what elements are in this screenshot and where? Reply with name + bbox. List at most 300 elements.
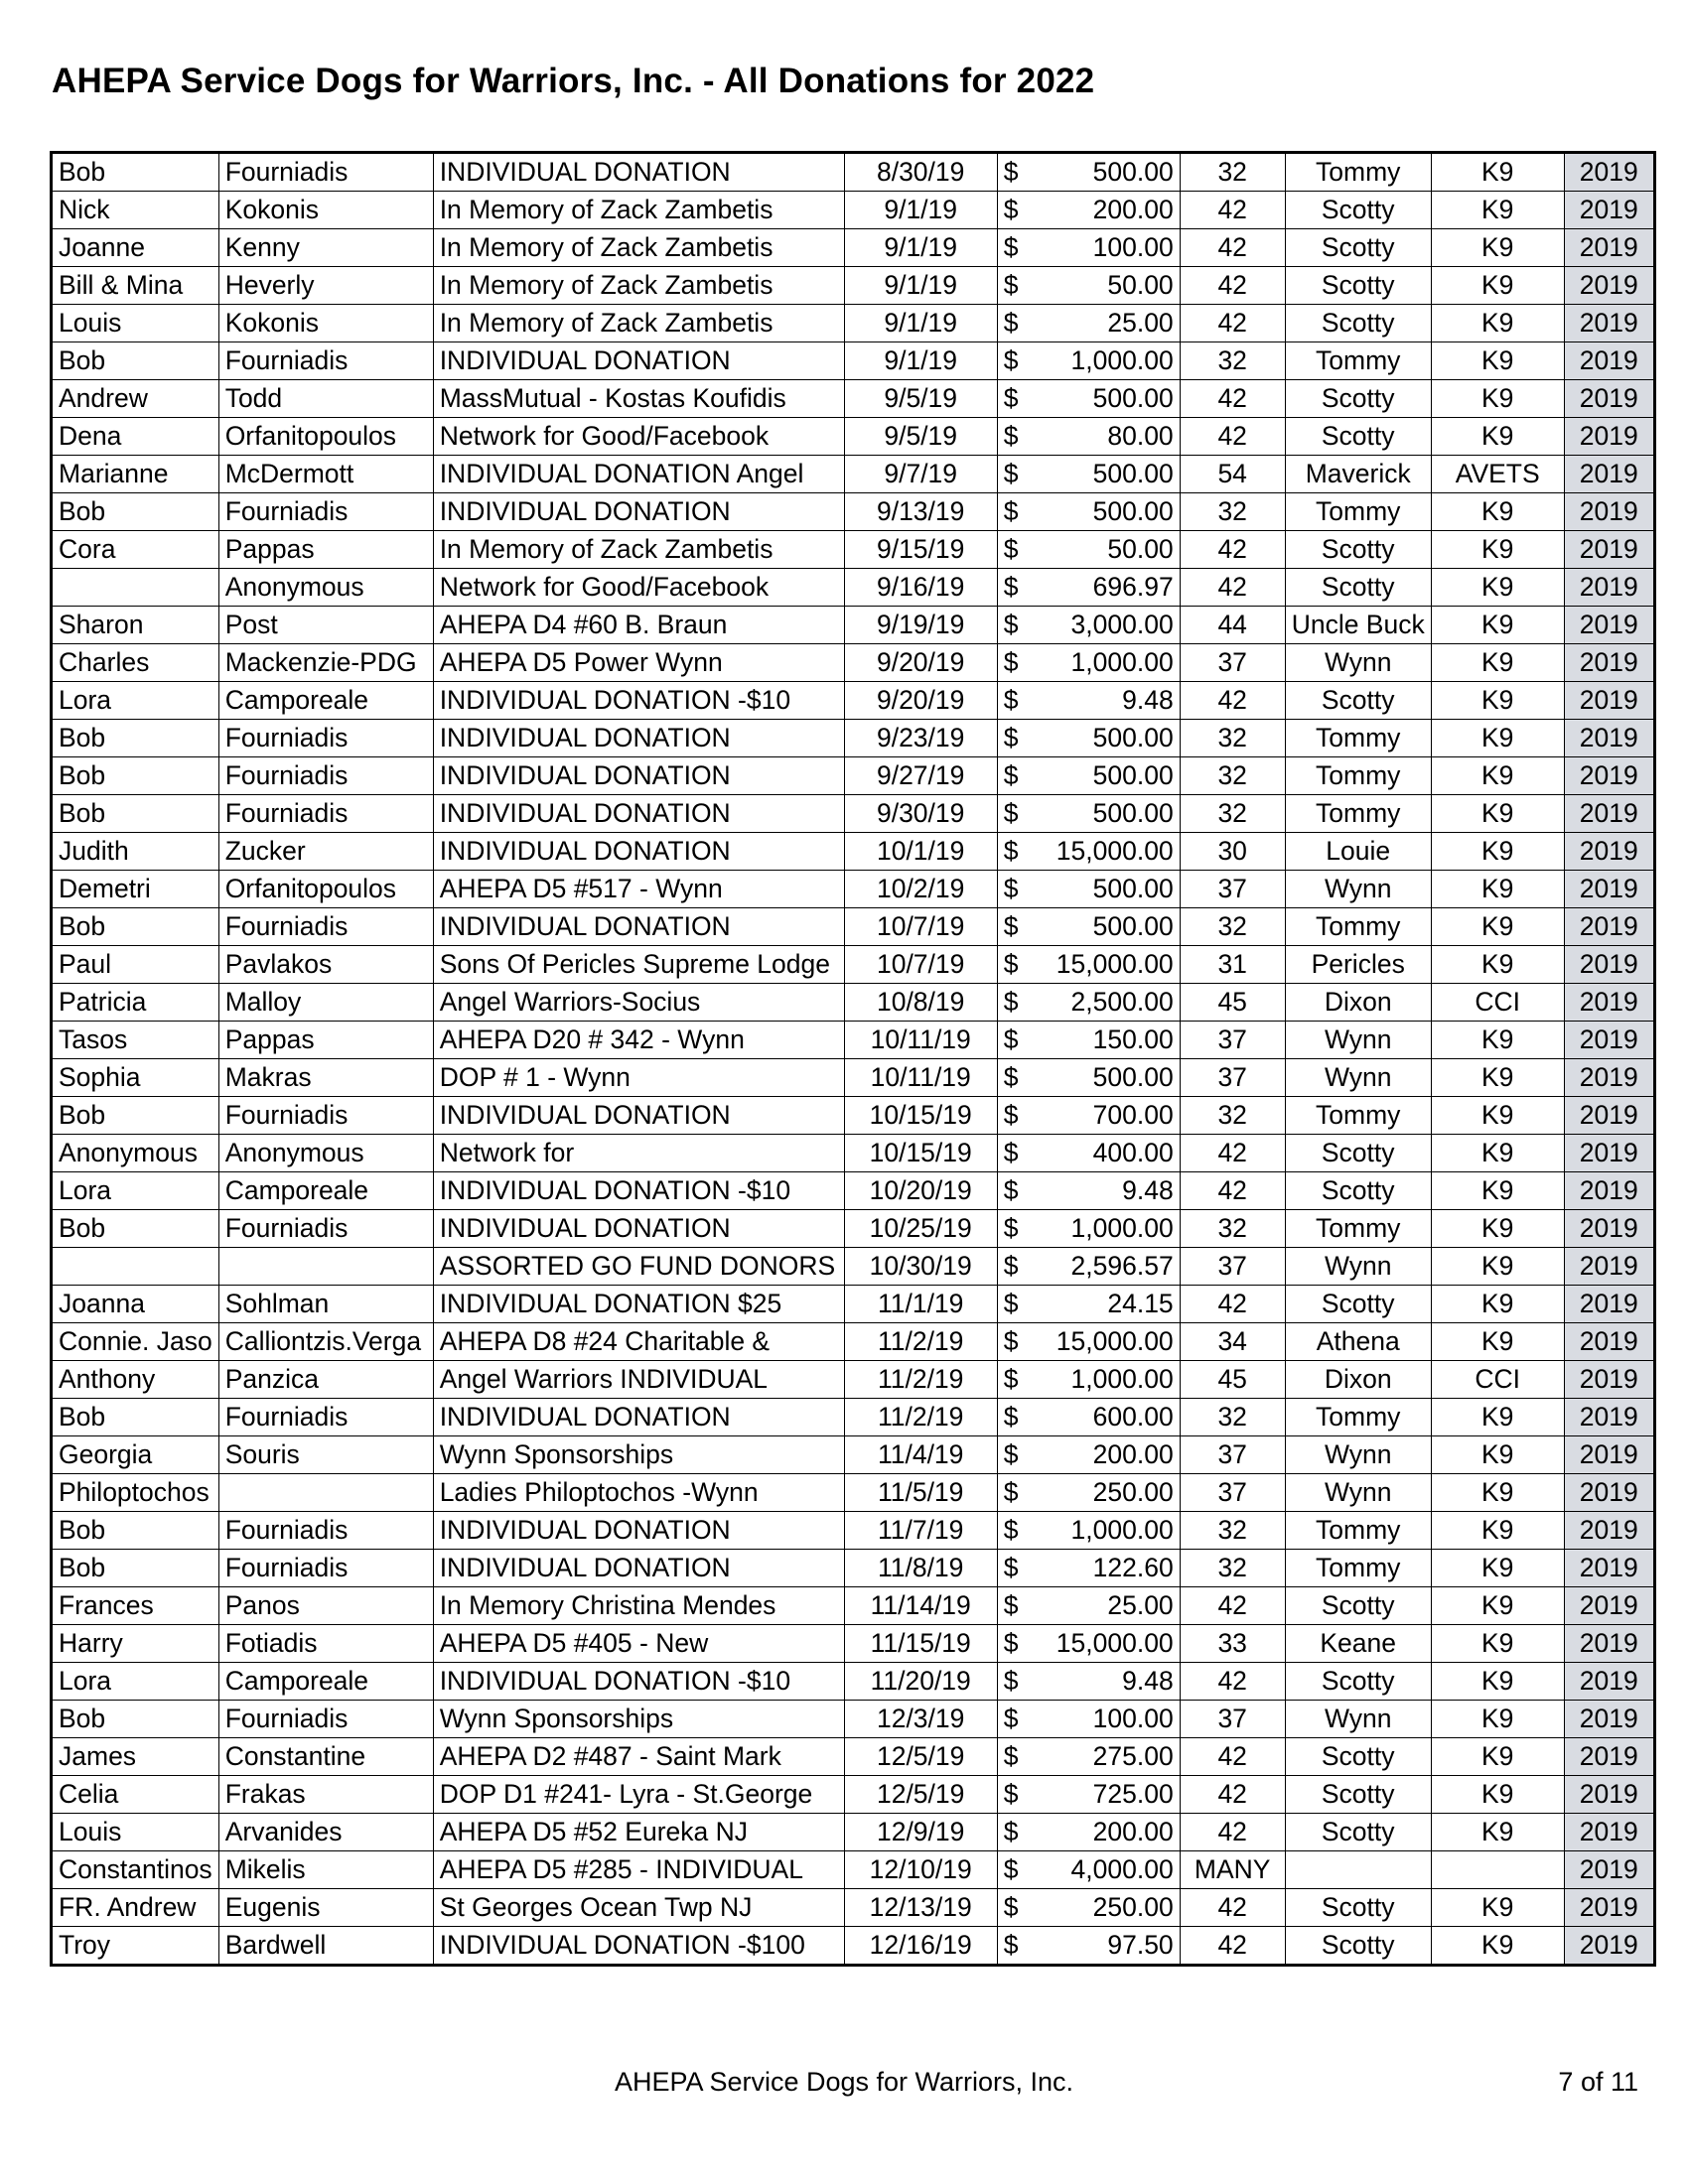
currency-symbol: $: [1003, 534, 1019, 564]
table-row: [52, 1248, 1655, 1286]
year-cell: 2019: [1564, 833, 1654, 871]
number-cell: 42: [1180, 569, 1285, 607]
date-cell: 10/30/19: [844, 1248, 997, 1286]
amount-cell: [997, 1889, 1180, 1927]
year-cell: 2019: [1564, 1059, 1654, 1097]
currency-symbol: $: [1003, 760, 1019, 790]
program-cell: K9: [1431, 720, 1564, 757]
description-cell: AHEPA D5 #285 - INDIVIDUAL: [433, 1851, 844, 1889]
currency-symbol: $: [1003, 987, 1019, 1017]
program-cell: K9: [1431, 1172, 1564, 1210]
amount-value: 696.97: [1092, 572, 1174, 602]
dog-name-cell: Scotty: [1285, 1776, 1431, 1814]
amount-value: 275.00: [1092, 1741, 1174, 1771]
dog-name-cell: Louie: [1285, 833, 1431, 871]
year-cell: 2019: [1564, 607, 1654, 644]
number-cell: 42: [1180, 1587, 1285, 1625]
program-cell: K9: [1431, 1097, 1564, 1135]
dog-name-cell: Uncle Buck: [1285, 607, 1431, 644]
last-name-cell: Todd: [218, 380, 433, 418]
dog-name-cell: Pericles: [1285, 946, 1431, 984]
amount-value: 725.00: [1092, 1779, 1174, 1809]
last-name-cell: Post: [218, 607, 433, 644]
dog-name-cell: Scotty: [1285, 1135, 1431, 1172]
amount-value: 9.48: [1122, 1175, 1174, 1205]
program-cell: K9: [1431, 305, 1564, 342]
currency-symbol: $: [1003, 1515, 1019, 1545]
year-cell: 2019: [1564, 342, 1654, 380]
date-cell: 10/11/19: [844, 1022, 997, 1059]
number-cell: 42: [1180, 1172, 1285, 1210]
last-name-cell: Bardwell: [218, 1927, 433, 1966]
program-cell: K9: [1431, 1210, 1564, 1248]
first-name-cell: Bob: [52, 342, 219, 380]
year-cell: 2019: [1564, 1248, 1654, 1286]
year-cell: 2019: [1564, 1814, 1654, 1851]
date-cell: 12/3/19: [844, 1701, 997, 1738]
table-row: [52, 833, 1655, 871]
last-name-cell: Orfanitopoulos: [218, 871, 433, 908]
year-cell: 2019: [1564, 1022, 1654, 1059]
currency-symbol: $: [1003, 1175, 1019, 1205]
dog-name-cell: Tommy: [1285, 1399, 1431, 1436]
date-cell: 12/16/19: [844, 1927, 997, 1966]
year-cell: 2019: [1564, 1399, 1654, 1436]
amount-cell: [997, 1135, 1180, 1172]
amount-cell: [997, 1399, 1180, 1436]
amount-cell: [997, 153, 1180, 192]
last-name-cell: Kenny: [218, 229, 433, 267]
amount-value: 700.00: [1092, 1100, 1174, 1130]
table-row: [52, 1851, 1655, 1889]
date-cell: 11/4/19: [844, 1436, 997, 1474]
date-cell: 9/1/19: [844, 305, 997, 342]
first-name-cell: Constantinos: [52, 1851, 219, 1889]
dog-name-cell: Tommy: [1285, 1550, 1431, 1587]
currency-symbol: $: [1003, 1666, 1019, 1696]
first-name-cell: Bill & Mina: [52, 267, 219, 305]
amount-value: 500.00: [1092, 383, 1174, 413]
table-row: [52, 1776, 1655, 1814]
last-name-cell: Camporeale: [218, 682, 433, 720]
program-cell: K9: [1431, 1889, 1564, 1927]
amount-value: 500.00: [1092, 798, 1174, 828]
last-name-cell: Fotiadis: [218, 1625, 433, 1663]
donations-table: [50, 151, 1656, 1967]
first-name-cell: Bob: [52, 1399, 219, 1436]
number-cell: 42: [1180, 1814, 1285, 1851]
currency-symbol: $: [1003, 1326, 1019, 1356]
currency-symbol: $: [1003, 610, 1019, 639]
year-cell: 2019: [1564, 1587, 1654, 1625]
description-cell: In Memory of Zack Zambetis: [433, 229, 844, 267]
table-row: [52, 456, 1655, 493]
amount-cell: [997, 192, 1180, 229]
amount-value: 200.00: [1092, 1439, 1174, 1469]
last-name-cell: Zucker: [218, 833, 433, 871]
amount-value: 500.00: [1092, 723, 1174, 752]
amount-cell: [997, 1927, 1180, 1966]
currency-symbol: $: [1003, 647, 1019, 677]
number-cell: 34: [1180, 1323, 1285, 1361]
dog-name-cell: Scotty: [1285, 418, 1431, 456]
last-name-cell: Mikelis: [218, 1851, 433, 1889]
program-cell: K9: [1431, 380, 1564, 418]
date-cell: 9/20/19: [844, 682, 997, 720]
first-name-cell: Charles: [52, 644, 219, 682]
amount-cell: [997, 1701, 1180, 1738]
date-cell: 10/20/19: [844, 1172, 997, 1210]
table-row: [52, 380, 1655, 418]
description-cell: Angel Warriors-Socius: [433, 984, 844, 1022]
program-cell: CCI: [1431, 1361, 1564, 1399]
number-cell: 32: [1180, 908, 1285, 946]
date-cell: 9/1/19: [844, 267, 997, 305]
currency-symbol: $: [1003, 798, 1019, 828]
description-cell: AHEPA D4 #60 B. Braun: [433, 607, 844, 644]
currency-symbol: $: [1003, 1590, 1019, 1620]
first-name-cell: James: [52, 1738, 219, 1776]
year-cell: 2019: [1564, 418, 1654, 456]
number-cell: 37: [1180, 1059, 1285, 1097]
amount-cell: [997, 569, 1180, 607]
table-row: [52, 1399, 1655, 1436]
program-cell: K9: [1431, 1663, 1564, 1701]
description-cell: INDIVIDUAL DONATION: [433, 833, 844, 871]
currency-symbol: $: [1003, 308, 1019, 338]
year-cell: 2019: [1564, 1172, 1654, 1210]
amount-value: 25.00: [1107, 1590, 1174, 1620]
amount-cell: [997, 1172, 1180, 1210]
last-name-cell: Fourniadis: [218, 795, 433, 833]
date-cell: 12/9/19: [844, 1814, 997, 1851]
number-cell: 42: [1180, 267, 1285, 305]
currency-symbol: $: [1003, 836, 1019, 866]
number-cell: 42: [1180, 531, 1285, 569]
amount-cell: [997, 946, 1180, 984]
program-cell: K9: [1431, 1286, 1564, 1323]
table-row: [52, 644, 1655, 682]
description-cell: MassMutual - Kostas Koufidis: [433, 380, 844, 418]
description-cell: St Georges Ocean Twp NJ: [433, 1889, 844, 1927]
table-row: [52, 1022, 1655, 1059]
program-cell: K9: [1431, 1022, 1564, 1059]
first-name-cell: Bob: [52, 1550, 219, 1587]
program-cell: K9: [1431, 908, 1564, 946]
donations-table-body: [52, 153, 1655, 1966]
program-cell: K9: [1431, 682, 1564, 720]
dog-name-cell: Wynn: [1285, 1474, 1431, 1512]
amount-cell: [997, 1022, 1180, 1059]
amount-cell: [997, 418, 1180, 456]
program-cell: K9: [1431, 267, 1564, 305]
last-name-cell: Makras: [218, 1059, 433, 1097]
number-cell: 37: [1180, 1022, 1285, 1059]
table-row: [52, 1512, 1655, 1550]
amount-value: 200.00: [1092, 1817, 1174, 1846]
last-name-cell: Sohlman: [218, 1286, 433, 1323]
currency-symbol: $: [1003, 345, 1019, 375]
program-cell: AVETS: [1431, 456, 1564, 493]
amount-value: 15,000.00: [1055, 1326, 1174, 1356]
first-name-cell: Harry: [52, 1625, 219, 1663]
amount-value: 100.00: [1092, 1704, 1174, 1733]
first-name-cell: Nick: [52, 192, 219, 229]
last-name-cell: Camporeale: [218, 1172, 433, 1210]
amount-cell: [997, 456, 1180, 493]
first-name-cell: Anthony: [52, 1361, 219, 1399]
dog-name-cell: Dixon: [1285, 984, 1431, 1022]
table-row: [52, 908, 1655, 946]
amount-value: 50.00: [1107, 534, 1174, 564]
table-row: [52, 1927, 1655, 1966]
date-cell: 9/5/19: [844, 418, 997, 456]
program-cell: K9: [1431, 1587, 1564, 1625]
year-cell: 2019: [1564, 153, 1654, 192]
program-cell: [1431, 1851, 1564, 1889]
date-cell: 11/20/19: [844, 1663, 997, 1701]
first-name-cell: Bob: [52, 153, 219, 192]
amount-cell: [997, 1814, 1180, 1851]
date-cell: 9/1/19: [844, 192, 997, 229]
date-cell: 12/10/19: [844, 1851, 997, 1889]
dog-name-cell: Scotty: [1285, 1814, 1431, 1851]
number-cell: 32: [1180, 1399, 1285, 1436]
currency-symbol: $: [1003, 1704, 1019, 1733]
date-cell: 9/13/19: [844, 493, 997, 531]
currency-symbol: $: [1003, 1553, 1019, 1582]
number-cell: 37: [1180, 1474, 1285, 1512]
first-name-cell: Lora: [52, 682, 219, 720]
description-cell: In Memory of Zack Zambetis: [433, 192, 844, 229]
amount-value: 400.00: [1092, 1138, 1174, 1167]
date-cell: 11/5/19: [844, 1474, 997, 1512]
currency-symbol: $: [1003, 1439, 1019, 1469]
program-cell: K9: [1431, 1738, 1564, 1776]
description-cell: INDIVIDUAL DONATION Angel: [433, 456, 844, 493]
amount-cell: [997, 720, 1180, 757]
currency-symbol: $: [1003, 1854, 1019, 1884]
currency-symbol: $: [1003, 1402, 1019, 1432]
date-cell: 10/11/19: [844, 1059, 997, 1097]
table-row: [52, 1814, 1655, 1851]
date-cell: 11/14/19: [844, 1587, 997, 1625]
year-cell: 2019: [1564, 984, 1654, 1022]
year-cell: 2019: [1564, 380, 1654, 418]
program-cell: K9: [1431, 1059, 1564, 1097]
date-cell: 9/16/19: [844, 569, 997, 607]
amount-value: 150.00: [1092, 1024, 1174, 1054]
description-cell: Wynn Sponsorships: [433, 1701, 844, 1738]
date-cell: 12/13/19: [844, 1889, 997, 1927]
last-name-cell: Pappas: [218, 531, 433, 569]
currency-symbol: $: [1003, 1251, 1019, 1281]
currency-symbol: $: [1003, 1138, 1019, 1167]
program-cell: K9: [1431, 1550, 1564, 1587]
description-cell: In Memory of Zack Zambetis: [433, 305, 844, 342]
amount-value: 3,000.00: [1070, 610, 1174, 639]
last-name-cell: Camporeale: [218, 1663, 433, 1701]
amount-value: 15,000.00: [1055, 836, 1174, 866]
number-cell: 42: [1180, 682, 1285, 720]
amount-cell: [997, 1738, 1180, 1776]
currency-symbol: $: [1003, 421, 1019, 451]
first-name-cell: Judith: [52, 833, 219, 871]
dog-name-cell: Scotty: [1285, 1889, 1431, 1927]
table-row: [52, 1323, 1655, 1361]
amount-cell: [997, 1097, 1180, 1135]
amount-value: 1,000.00: [1070, 1213, 1174, 1243]
first-name-cell: Troy: [52, 1927, 219, 1966]
last-name-cell: Fourniadis: [218, 908, 433, 946]
program-cell: K9: [1431, 1135, 1564, 1172]
first-name-cell: Marianne: [52, 456, 219, 493]
date-cell: 9/1/19: [844, 342, 997, 380]
dog-name-cell: Scotty: [1285, 1927, 1431, 1966]
last-name-cell: Eugenis: [218, 1889, 433, 1927]
description-cell: INDIVIDUAL DONATION: [433, 1210, 844, 1248]
dog-name-cell: [1285, 1851, 1431, 1889]
number-cell: 30: [1180, 833, 1285, 871]
amount-value: 500.00: [1092, 1062, 1174, 1092]
last-name-cell: Fourniadis: [218, 153, 433, 192]
last-name-cell: Kokonis: [218, 305, 433, 342]
first-name-cell: Bob: [52, 795, 219, 833]
program-cell: K9: [1431, 569, 1564, 607]
description-cell: INDIVIDUAL DONATION: [433, 493, 844, 531]
currency-symbol: $: [1003, 874, 1019, 903]
table-row: [52, 229, 1655, 267]
currency-symbol: $: [1003, 949, 1019, 979]
number-cell: 37: [1180, 1436, 1285, 1474]
table-row: [52, 305, 1655, 342]
description-cell: INDIVIDUAL DONATION: [433, 1399, 844, 1436]
number-cell: 32: [1180, 1512, 1285, 1550]
date-cell: 10/1/19: [844, 833, 997, 871]
first-name-cell: Frances: [52, 1587, 219, 1625]
dog-name-cell: Wynn: [1285, 1248, 1431, 1286]
year-cell: 2019: [1564, 456, 1654, 493]
year-cell: 2019: [1564, 569, 1654, 607]
program-cell: K9: [1431, 1474, 1564, 1512]
date-cell: 11/7/19: [844, 1512, 997, 1550]
currency-symbol: $: [1003, 1364, 1019, 1394]
first-name-cell: Bob: [52, 1701, 219, 1738]
date-cell: 10/7/19: [844, 908, 997, 946]
last-name-cell: Fourniadis: [218, 493, 433, 531]
year-cell: 2019: [1564, 1286, 1654, 1323]
first-name-cell: Lora: [52, 1663, 219, 1701]
table-row: [52, 720, 1655, 757]
dog-name-cell: Tommy: [1285, 908, 1431, 946]
year-cell: 2019: [1564, 267, 1654, 305]
description-cell: Ladies Philoptochos -Wynn: [433, 1474, 844, 1512]
last-name-cell: [218, 1474, 433, 1512]
last-name-cell: Mackenzie-PDG: [218, 644, 433, 682]
table-row: [52, 1286, 1655, 1323]
table-row: [52, 1663, 1655, 1701]
description-cell: INDIVIDUAL DONATION -$10: [433, 1172, 844, 1210]
currency-symbol: $: [1003, 1628, 1019, 1658]
number-cell: 42: [1180, 192, 1285, 229]
currency-symbol: $: [1003, 1024, 1019, 1054]
dog-name-cell: Wynn: [1285, 1436, 1431, 1474]
amount-value: 500.00: [1092, 760, 1174, 790]
amount-cell: [997, 795, 1180, 833]
last-name-cell: Anonymous: [218, 569, 433, 607]
currency-symbol: $: [1003, 1289, 1019, 1318]
number-cell: 37: [1180, 644, 1285, 682]
amount-value: 600.00: [1092, 1402, 1174, 1432]
amount-value: 500.00: [1092, 911, 1174, 941]
currency-symbol: $: [1003, 1062, 1019, 1092]
number-cell: 32: [1180, 757, 1285, 795]
amount-value: 4,000.00: [1070, 1854, 1174, 1884]
dog-name-cell: Scotty: [1285, 682, 1431, 720]
last-name-cell: Panos: [218, 1587, 433, 1625]
description-cell: AHEPA D20 # 342 - Wynn: [433, 1022, 844, 1059]
year-cell: 2019: [1564, 1738, 1654, 1776]
amount-cell: [997, 229, 1180, 267]
date-cell: 10/8/19: [844, 984, 997, 1022]
program-cell: K9: [1431, 531, 1564, 569]
last-name-cell: Malloy: [218, 984, 433, 1022]
year-cell: 2019: [1564, 1135, 1654, 1172]
date-cell: 9/23/19: [844, 720, 997, 757]
amount-cell: [997, 757, 1180, 795]
program-cell: K9: [1431, 229, 1564, 267]
currency-symbol: $: [1003, 1100, 1019, 1130]
year-cell: 2019: [1564, 493, 1654, 531]
program-cell: K9: [1431, 757, 1564, 795]
amount-value: 1,000.00: [1070, 1515, 1174, 1545]
table-row: [52, 946, 1655, 984]
amount-cell: [997, 908, 1180, 946]
currency-symbol: $: [1003, 1741, 1019, 1771]
number-cell: 42: [1180, 305, 1285, 342]
year-cell: 2019: [1564, 1210, 1654, 1248]
number-cell: 32: [1180, 493, 1285, 531]
amount-value: 2,596.57: [1070, 1251, 1174, 1281]
amount-value: 500.00: [1092, 157, 1174, 187]
number-cell: 32: [1180, 720, 1285, 757]
amount-cell: [997, 1361, 1180, 1399]
table-row: [52, 267, 1655, 305]
number-cell: 42: [1180, 1135, 1285, 1172]
last-name-cell: Fourniadis: [218, 1399, 433, 1436]
amount-cell: [997, 833, 1180, 871]
program-cell: K9: [1431, 1927, 1564, 1966]
amount-cell: [997, 1323, 1180, 1361]
dog-name-cell: Tommy: [1285, 342, 1431, 380]
currency-symbol: $: [1003, 232, 1019, 262]
year-cell: 2019: [1564, 795, 1654, 833]
description-cell: INDIVIDUAL DONATION $25: [433, 1286, 844, 1323]
amount-cell: [997, 1663, 1180, 1701]
year-cell: 2019: [1564, 682, 1654, 720]
number-cell: 42: [1180, 1927, 1285, 1966]
first-name-cell: Louis: [52, 1814, 219, 1851]
table-row: [52, 493, 1655, 531]
amount-cell: [997, 1059, 1180, 1097]
date-cell: 9/20/19: [844, 644, 997, 682]
description-cell: INDIVIDUAL DONATION: [433, 1512, 844, 1550]
number-cell: 33: [1180, 1625, 1285, 1663]
date-cell: 11/1/19: [844, 1286, 997, 1323]
amount-value: 1,000.00: [1070, 647, 1174, 677]
table-row: [52, 1135, 1655, 1172]
dog-name-cell: Scotty: [1285, 569, 1431, 607]
